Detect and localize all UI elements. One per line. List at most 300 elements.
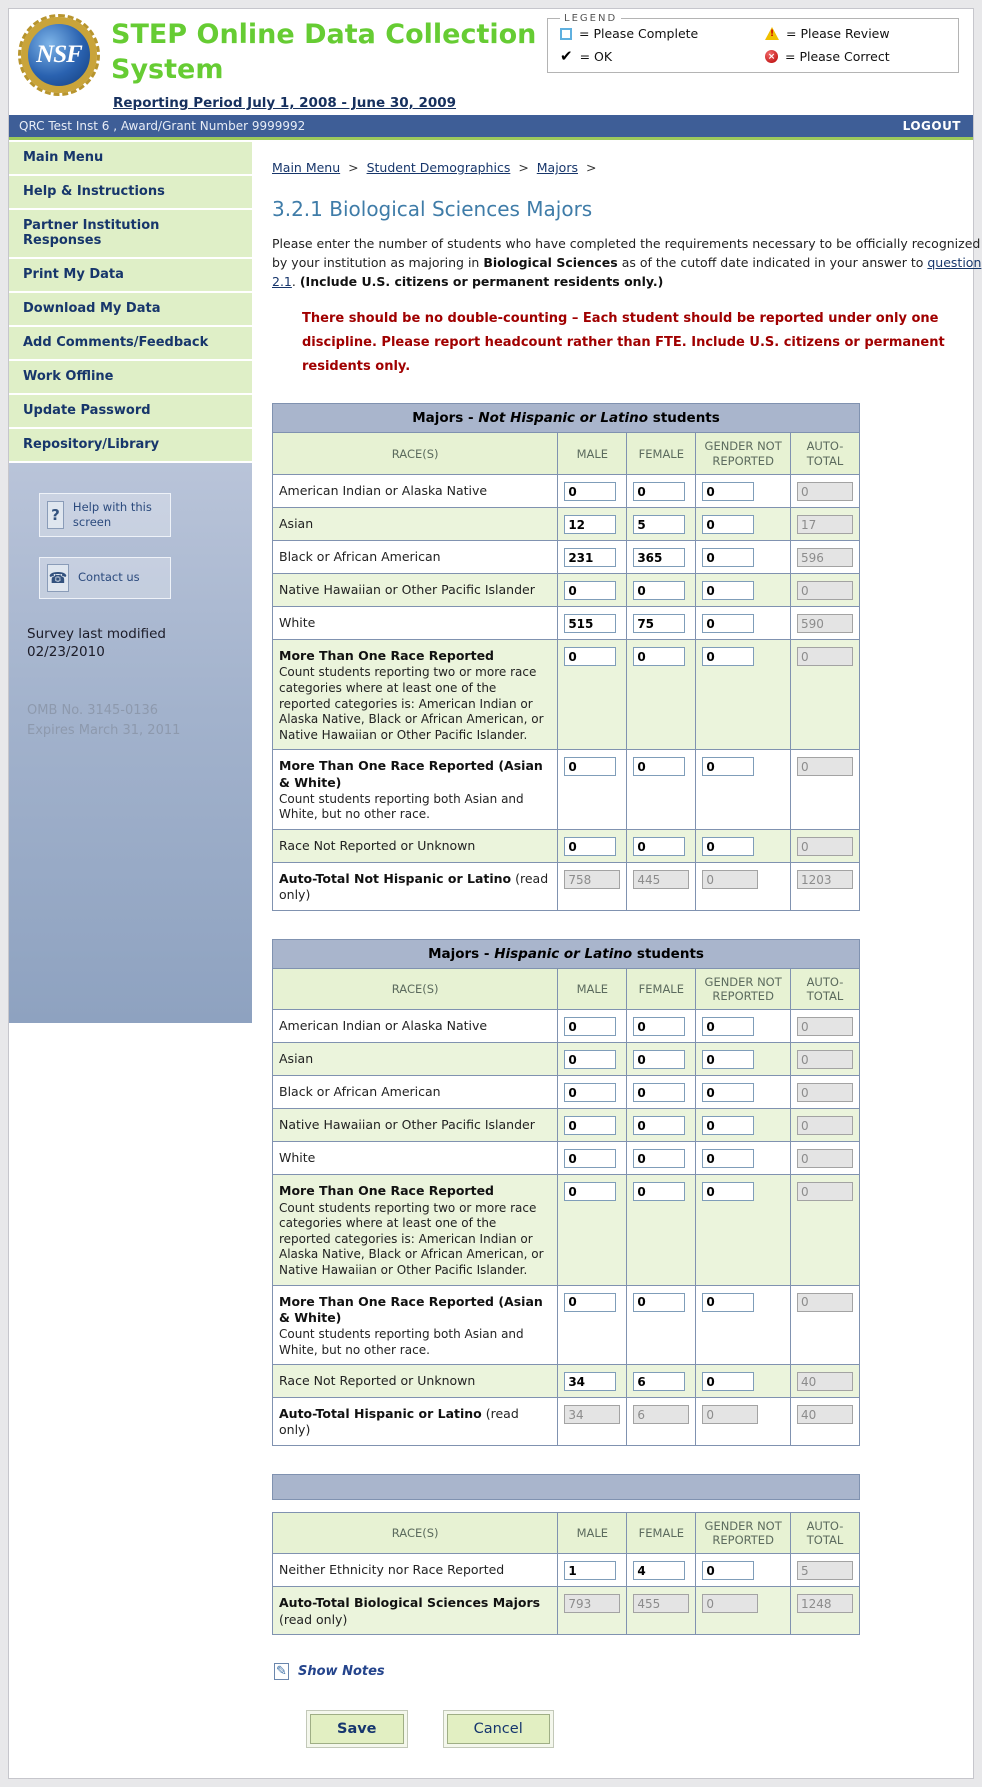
input-gender-not-reported[interactable] xyxy=(702,1149,754,1168)
race-label-cell xyxy=(273,1285,558,1365)
table-row xyxy=(273,863,860,911)
female-cell xyxy=(627,1554,696,1587)
intro-bold-text: (Include U.S. citizens or permanent residents only.) xyxy=(299,273,664,289)
column-header-gender-not-reported: GENDER NOT REPORTED xyxy=(696,1512,791,1554)
auto-total-cell xyxy=(790,1076,859,1109)
table-row xyxy=(273,830,860,863)
column-header-female: FEMALE xyxy=(627,433,696,475)
race-label-cell xyxy=(273,1076,558,1109)
input-female[interactable] xyxy=(633,1083,685,1102)
breadcrumb-link-main-menu[interactable]: Main Menu xyxy=(272,160,341,175)
column-header-race-s: RACE(S) xyxy=(273,433,558,475)
auto-total-cell xyxy=(790,1398,859,1446)
auto-total-cell xyxy=(790,830,859,863)
table-title xyxy=(273,404,860,433)
legend-item xyxy=(765,26,946,41)
survey-last-modified: Survey last modified 02/23/2010 xyxy=(27,625,167,661)
auto-total-cell xyxy=(790,541,859,574)
input-male[interactable] xyxy=(564,647,616,666)
input-gender-not-reported[interactable] xyxy=(702,757,754,776)
legend-grid xyxy=(560,26,946,64)
save-button-frame xyxy=(306,1710,408,1748)
table-row xyxy=(273,1365,860,1398)
table-title-prefix: Majors - xyxy=(412,410,479,427)
majors-table-1 xyxy=(272,403,860,910)
auto-total-field xyxy=(797,1149,853,1168)
legend-title: LEGEND xyxy=(564,13,618,24)
gender-not-reported-cell xyxy=(696,1554,791,1587)
gender-not-reported-cell xyxy=(696,1076,791,1109)
auto-total-field xyxy=(797,581,853,600)
legend-item xyxy=(765,49,946,64)
input-female xyxy=(633,1405,689,1424)
input-gender-not-reported[interactable] xyxy=(702,515,754,534)
input-gender-not-reported[interactable] xyxy=(702,1182,754,1201)
race-label: Native Hawaiian or Other Pacific Islander xyxy=(279,1117,535,1133)
race-label-cell xyxy=(273,1365,558,1398)
input-female[interactable] xyxy=(633,1293,685,1312)
institution-label: QRC Test Inst 6 , Award/Grant Number 9999992 xyxy=(19,119,306,133)
male-cell xyxy=(558,1554,627,1587)
gender-not-reported-cell xyxy=(696,863,791,911)
input-male xyxy=(564,1594,620,1613)
gender-not-reported-cell xyxy=(696,1043,791,1076)
input-male[interactable] xyxy=(564,837,616,856)
gender-not-reported-cell xyxy=(696,1142,791,1175)
race-label-cell xyxy=(273,750,558,830)
table-row xyxy=(273,508,860,541)
legend-item xyxy=(560,26,765,41)
table-row xyxy=(273,1142,860,1175)
omb-info xyxy=(27,701,236,740)
gender-not-reported-cell xyxy=(696,1109,791,1142)
auto-total-field xyxy=(797,870,853,889)
race-label-cell xyxy=(273,541,558,574)
sidebar-item-download-my-data[interactable]: Download My Data xyxy=(9,293,254,327)
column-header-male: MALE xyxy=(558,433,627,475)
input-female[interactable] xyxy=(633,1116,685,1135)
column-header-auto-total: AUTO-TOTAL xyxy=(790,968,859,1010)
column-header-gender-not-reported: GENDER NOT REPORTED xyxy=(696,968,791,1010)
contact-us-label: Contact us xyxy=(78,570,140,585)
check-icon: ✔ xyxy=(560,47,573,65)
male-cell xyxy=(558,1365,627,1398)
table-row xyxy=(273,750,860,830)
legend-item-label: = Please Correct xyxy=(785,49,890,64)
input-female[interactable] xyxy=(633,1050,685,1069)
table-row xyxy=(273,1010,860,1043)
female-cell xyxy=(627,1398,696,1446)
gender-not-reported-cell xyxy=(696,541,791,574)
legend-box xyxy=(547,13,959,73)
male-cell xyxy=(558,1043,627,1076)
question-icon: ? xyxy=(47,501,64,529)
race-label-cell xyxy=(273,574,558,607)
input-male[interactable] xyxy=(564,1293,616,1312)
female-cell xyxy=(627,1076,696,1109)
input-male[interactable] xyxy=(564,1083,616,1102)
input-gender-not-reported[interactable] xyxy=(702,1083,754,1102)
input-gender-not-reported[interactable] xyxy=(702,1372,754,1391)
table-title xyxy=(273,939,860,968)
input-female[interactable] xyxy=(633,515,685,534)
race-label: Asian xyxy=(279,516,314,532)
race-label: White xyxy=(279,1150,316,1166)
male-cell xyxy=(558,830,627,863)
auto-total-field xyxy=(797,757,853,776)
intro-bold-text: Biological Sciences xyxy=(483,254,618,270)
table-row xyxy=(273,607,860,640)
race-label-suffix: (read only) xyxy=(279,1406,519,1438)
input-male[interactable] xyxy=(564,548,616,567)
table-row xyxy=(273,574,860,607)
sidebar-item-print-my-data[interactable]: Print My Data xyxy=(9,259,254,293)
table-title-bar-empty xyxy=(272,1474,860,1500)
gender-not-reported-cell xyxy=(696,830,791,863)
race-label: More Than One Race Reported xyxy=(279,1183,494,1199)
race-label-cell xyxy=(273,1554,558,1587)
auto-total-cell xyxy=(790,508,859,541)
input-gender-not-reported[interactable] xyxy=(702,1116,754,1135)
help-screen-label: Help with this screen xyxy=(72,500,152,529)
female-cell xyxy=(627,1010,696,1043)
race-description: Count students reporting both Asian and White, but no other race. xyxy=(279,1327,524,1357)
input-female[interactable] xyxy=(633,548,685,567)
input-female[interactable] xyxy=(633,614,685,633)
race-label: Race Not Reported or Unknown xyxy=(279,1373,476,1389)
gender-not-reported-cell xyxy=(696,1587,791,1635)
input-gender-not-reported[interactable] xyxy=(702,482,754,501)
page-title: 3.2.1 Biological Sciences Majors xyxy=(272,197,593,221)
column-header-female: FEMALE xyxy=(627,1512,696,1554)
column-header-auto-total: AUTO-TOTAL xyxy=(790,1512,859,1554)
gender-not-reported-cell xyxy=(696,750,791,830)
female-cell xyxy=(627,607,696,640)
race-label-cell xyxy=(273,508,558,541)
female-cell xyxy=(627,640,696,750)
input-gender-not-reported[interactable] xyxy=(702,581,754,600)
auto-total-field xyxy=(797,837,853,856)
app-header xyxy=(9,9,973,115)
auto-total-field xyxy=(797,515,853,534)
input-gender-not-reported[interactable] xyxy=(702,1293,754,1312)
majors-table-3 xyxy=(272,1512,860,1635)
input-gender-not-reported[interactable] xyxy=(702,647,754,666)
majors-table-2 xyxy=(272,939,860,1446)
gender-not-reported-cell xyxy=(696,1175,791,1285)
input-gender-not-reported xyxy=(702,870,758,889)
auto-total-field xyxy=(797,1405,853,1424)
race-label: Black or African American xyxy=(279,549,441,565)
input-male[interactable] xyxy=(564,1017,616,1036)
auto-total-field xyxy=(797,1182,853,1201)
table-title-prefix: Majors - xyxy=(428,945,495,962)
show-notes-link[interactable] xyxy=(274,1663,982,1680)
input-male[interactable] xyxy=(564,1182,616,1201)
male-cell xyxy=(558,750,627,830)
auto-total-cell xyxy=(790,1587,859,1635)
race-label: More Than One Race Reported (Asian & White) xyxy=(279,1293,543,1325)
auto-total-field xyxy=(797,1594,853,1613)
male-cell xyxy=(558,607,627,640)
table-title-suffix: students xyxy=(632,945,704,962)
race-description: Count students reporting two or more race categories where at least one of the reported categories is: American Indian or Alaska Native, Black or African American, or Native Hawaiian or Other Pacific Islander. xyxy=(279,1200,544,1277)
male-cell xyxy=(558,475,627,508)
male-cell xyxy=(558,640,627,750)
male-cell xyxy=(558,1109,627,1142)
auto-total-field xyxy=(797,548,853,567)
input-male[interactable] xyxy=(564,757,616,776)
auto-total-cell xyxy=(790,1109,859,1142)
race-label-cell xyxy=(273,830,558,863)
table-row xyxy=(273,1109,860,1142)
auto-total-field xyxy=(797,1083,853,1102)
input-male[interactable] xyxy=(564,482,616,501)
input-female[interactable] xyxy=(633,757,685,776)
table-row xyxy=(273,1398,860,1446)
race-label: Native Hawaiian or Other Pacific Islander xyxy=(279,582,535,598)
input-male[interactable] xyxy=(564,1050,616,1069)
table-row xyxy=(273,1076,860,1109)
input-male[interactable] xyxy=(564,581,616,600)
reporting-period: Reporting Period July 1, 2008 - June 30, 2009 xyxy=(113,95,457,111)
table-row xyxy=(273,541,860,574)
breadcrumb-separator: > xyxy=(344,160,363,175)
female-cell xyxy=(627,1043,696,1076)
auto-total-cell xyxy=(790,1554,859,1587)
intro-text: Please enter the number of students who have completed the requirements necessary to be officially recognized by your institution as majoring in Biological Sciences as of the cutoff date indicated in your answer to question 2.1. (Include U.S. citizens or permanent residents only.) xyxy=(272,236,982,289)
auto-total-cell xyxy=(790,1285,859,1365)
race-label: Auto-Total Hispanic or Latino xyxy=(279,1406,482,1422)
gender-not-reported-cell xyxy=(696,1010,791,1043)
gender-not-reported-cell xyxy=(696,574,791,607)
input-female[interactable] xyxy=(633,837,685,856)
gender-not-reported-cell xyxy=(696,1285,791,1365)
sidebar-item-add-comments-feedback[interactable]: Add Comments/Feedback xyxy=(9,327,254,361)
male-cell xyxy=(558,1076,627,1109)
race-label-cell xyxy=(273,1142,558,1175)
input-female[interactable] xyxy=(633,1372,685,1391)
input-gender-not-reported xyxy=(702,1594,758,1613)
legend-item-label: = Please Complete xyxy=(579,26,699,41)
breadcrumb-separator: > xyxy=(581,160,597,175)
gender-not-reported-cell xyxy=(696,1365,791,1398)
female-cell xyxy=(627,508,696,541)
legend-item xyxy=(560,49,765,64)
race-label-cell xyxy=(273,1587,558,1635)
main-content xyxy=(254,142,982,1778)
race-description: Count students reporting two or more race categories where at least one of the reported categories is: American Indian or Alaska Native, Black or African American, or Native Hawaiian or Other Pacific Islander. xyxy=(279,665,544,742)
table-title-suffix: students xyxy=(648,410,720,427)
warning-text: There should be no double-counting – Each student should be reported under only one discipline. Please report headcount rather than FTE. Include U.S. citizens or permanent residents only. xyxy=(302,311,945,375)
input-gender-not-reported[interactable] xyxy=(702,548,754,567)
input-male[interactable] xyxy=(564,1372,616,1391)
input-male[interactable] xyxy=(564,515,616,534)
race-label: American Indian or Alaska Native xyxy=(279,1018,488,1034)
input-gender-not-reported[interactable] xyxy=(702,1050,754,1069)
table-row xyxy=(273,1175,860,1285)
tables-container xyxy=(272,403,982,1635)
nsf-logo-text: NSF xyxy=(36,41,82,68)
column-header-male: MALE xyxy=(558,1512,627,1554)
race-label-cell xyxy=(273,640,558,750)
input-female xyxy=(633,1594,689,1613)
auto-total-field xyxy=(797,1561,853,1580)
table-title-group: Hispanic or Latino xyxy=(494,945,633,962)
race-label-cell xyxy=(273,1175,558,1285)
race-label-cell xyxy=(273,863,558,911)
table-title-group: Not Hispanic or Latino xyxy=(478,410,649,427)
table-row xyxy=(273,1587,860,1635)
input-male[interactable] xyxy=(564,614,616,633)
input-female[interactable] xyxy=(633,1182,685,1201)
auto-total-field xyxy=(797,1116,853,1135)
checkbox-icon xyxy=(560,28,572,40)
input-female[interactable] xyxy=(633,1149,685,1168)
auto-total-cell xyxy=(790,1010,859,1043)
nsf-logo xyxy=(21,17,97,93)
male-cell xyxy=(558,1587,627,1635)
column-header-female: FEMALE xyxy=(627,968,696,1010)
save-button[interactable]: Save xyxy=(310,1714,404,1744)
race-label: Auto-Total Biological Sciences Majors xyxy=(279,1595,541,1611)
question-2-1-link[interactable]: question 2.1 xyxy=(272,254,982,289)
race-label: Black or African American xyxy=(279,1084,441,1100)
breadcrumb-link-majors[interactable]: Majors xyxy=(536,160,578,175)
breadcrumb xyxy=(272,160,982,175)
cancel-button[interactable]: Cancel xyxy=(447,1714,550,1744)
button-row xyxy=(306,1710,982,1748)
column-header-auto-total: AUTO-TOTAL xyxy=(790,433,859,475)
input-female[interactable] xyxy=(633,581,685,600)
table-row xyxy=(273,1554,860,1587)
male-cell xyxy=(558,1010,627,1043)
sidebar-item-work-offline[interactable]: Work Offline xyxy=(9,361,254,395)
page-frame xyxy=(8,8,982,1779)
table-row xyxy=(273,475,860,508)
input-female[interactable] xyxy=(633,1561,685,1580)
input-male[interactable] xyxy=(564,1149,616,1168)
auto-total-cell xyxy=(790,574,859,607)
input-male[interactable] xyxy=(564,1561,616,1580)
auto-total-field xyxy=(797,1050,853,1069)
female-cell xyxy=(627,830,696,863)
female-cell xyxy=(627,1142,696,1175)
top-bar xyxy=(9,115,973,137)
auto-total-cell xyxy=(790,1175,859,1285)
input-female[interactable] xyxy=(633,1017,685,1036)
gender-not-reported-cell xyxy=(696,508,791,541)
auto-total-field xyxy=(797,1017,853,1036)
input-gender-not-reported[interactable] xyxy=(702,837,754,856)
auto-total-cell xyxy=(790,1142,859,1175)
input-male[interactable] xyxy=(564,1116,616,1135)
auto-total-field xyxy=(797,647,853,666)
female-cell xyxy=(627,750,696,830)
race-label-cell xyxy=(273,607,558,640)
race-label-cell xyxy=(273,1043,558,1076)
auto-total-cell xyxy=(790,640,859,750)
race-label: Neither Ethnicity nor Race Reported xyxy=(279,1562,505,1578)
logout-link[interactable]: LOGOUT xyxy=(902,119,961,133)
female-cell xyxy=(627,1365,696,1398)
omb-expires: Expires March 31, 2011 xyxy=(27,722,181,738)
race-description: Count students reporting both Asian and White, but no other race. xyxy=(279,791,524,822)
sidebar-item-repository-library[interactable]: Repository/Library xyxy=(9,429,254,463)
input-male xyxy=(564,870,620,889)
female-cell xyxy=(627,1109,696,1142)
error-icon: × xyxy=(765,50,778,63)
help-screen-button[interactable] xyxy=(39,493,171,537)
auto-total-field xyxy=(797,614,853,633)
race-label: White xyxy=(279,615,316,631)
input-female[interactable] xyxy=(633,647,685,666)
input-gender-not-reported[interactable] xyxy=(702,614,754,633)
auto-total-cell xyxy=(790,1365,859,1398)
app-title: STEP Online Data Collection System xyxy=(111,19,537,86)
table-row xyxy=(273,640,860,750)
sidebar-item-update-password[interactable]: Update Password xyxy=(9,395,254,429)
male-cell xyxy=(558,541,627,574)
contact-us-button[interactable] xyxy=(39,557,171,599)
auto-total-cell xyxy=(790,1043,859,1076)
race-label-cell xyxy=(273,1398,558,1446)
female-cell xyxy=(627,1587,696,1635)
race-label-cell xyxy=(273,475,558,508)
column-header-gender-not-reported: GENDER NOT REPORTED xyxy=(696,433,791,475)
omb-number: OMB No. 3145-0136 xyxy=(27,703,159,719)
input-female[interactable] xyxy=(633,482,685,501)
warning-icon: ! xyxy=(765,27,779,40)
race-label: More Than One Race Reported (Asian & White) xyxy=(279,758,543,790)
gender-not-reported-cell xyxy=(696,640,791,750)
breadcrumb-link-student-demographics[interactable]: Student Demographics xyxy=(366,160,511,175)
male-cell xyxy=(558,863,627,911)
input-gender-not-reported[interactable] xyxy=(702,1561,754,1580)
male-cell xyxy=(558,1142,627,1175)
table-row xyxy=(273,1285,860,1365)
input-female xyxy=(633,870,689,889)
sidebar-item-main-menu[interactable]: Main Menu xyxy=(9,142,254,176)
gender-not-reported-cell xyxy=(696,475,791,508)
gender-not-reported-cell xyxy=(696,1398,791,1446)
female-cell xyxy=(627,475,696,508)
race-label-suffix: (read only) xyxy=(279,871,549,903)
note-icon: ✎ xyxy=(274,1663,289,1680)
auto-total-field xyxy=(797,1293,853,1312)
table-row xyxy=(273,1043,860,1076)
female-cell xyxy=(627,574,696,607)
input-gender-not-reported[interactable] xyxy=(702,1017,754,1036)
input-male xyxy=(564,1405,620,1424)
female-cell xyxy=(627,541,696,574)
male-cell xyxy=(558,508,627,541)
male-cell xyxy=(558,1285,627,1365)
column-header-male: MALE xyxy=(558,968,627,1010)
male-cell xyxy=(558,1398,627,1446)
male-cell xyxy=(558,1175,627,1285)
auto-total-field xyxy=(797,1372,853,1391)
sidebar-item-partner-institution-responses[interactable]: Partner Institution Responses xyxy=(9,210,254,259)
race-label-cell xyxy=(273,1109,558,1142)
race-label-suffix: (read only) xyxy=(279,1611,348,1627)
legend-item-label: = OK xyxy=(579,49,613,64)
race-label: Race Not Reported or Unknown xyxy=(279,838,476,854)
cancel-button-frame xyxy=(443,1710,554,1748)
column-header-race-s: RACE(S) xyxy=(273,1512,558,1554)
sidebar-item-help-instructions[interactable]: Help & Instructions xyxy=(9,176,254,210)
auto-total-cell xyxy=(790,607,859,640)
